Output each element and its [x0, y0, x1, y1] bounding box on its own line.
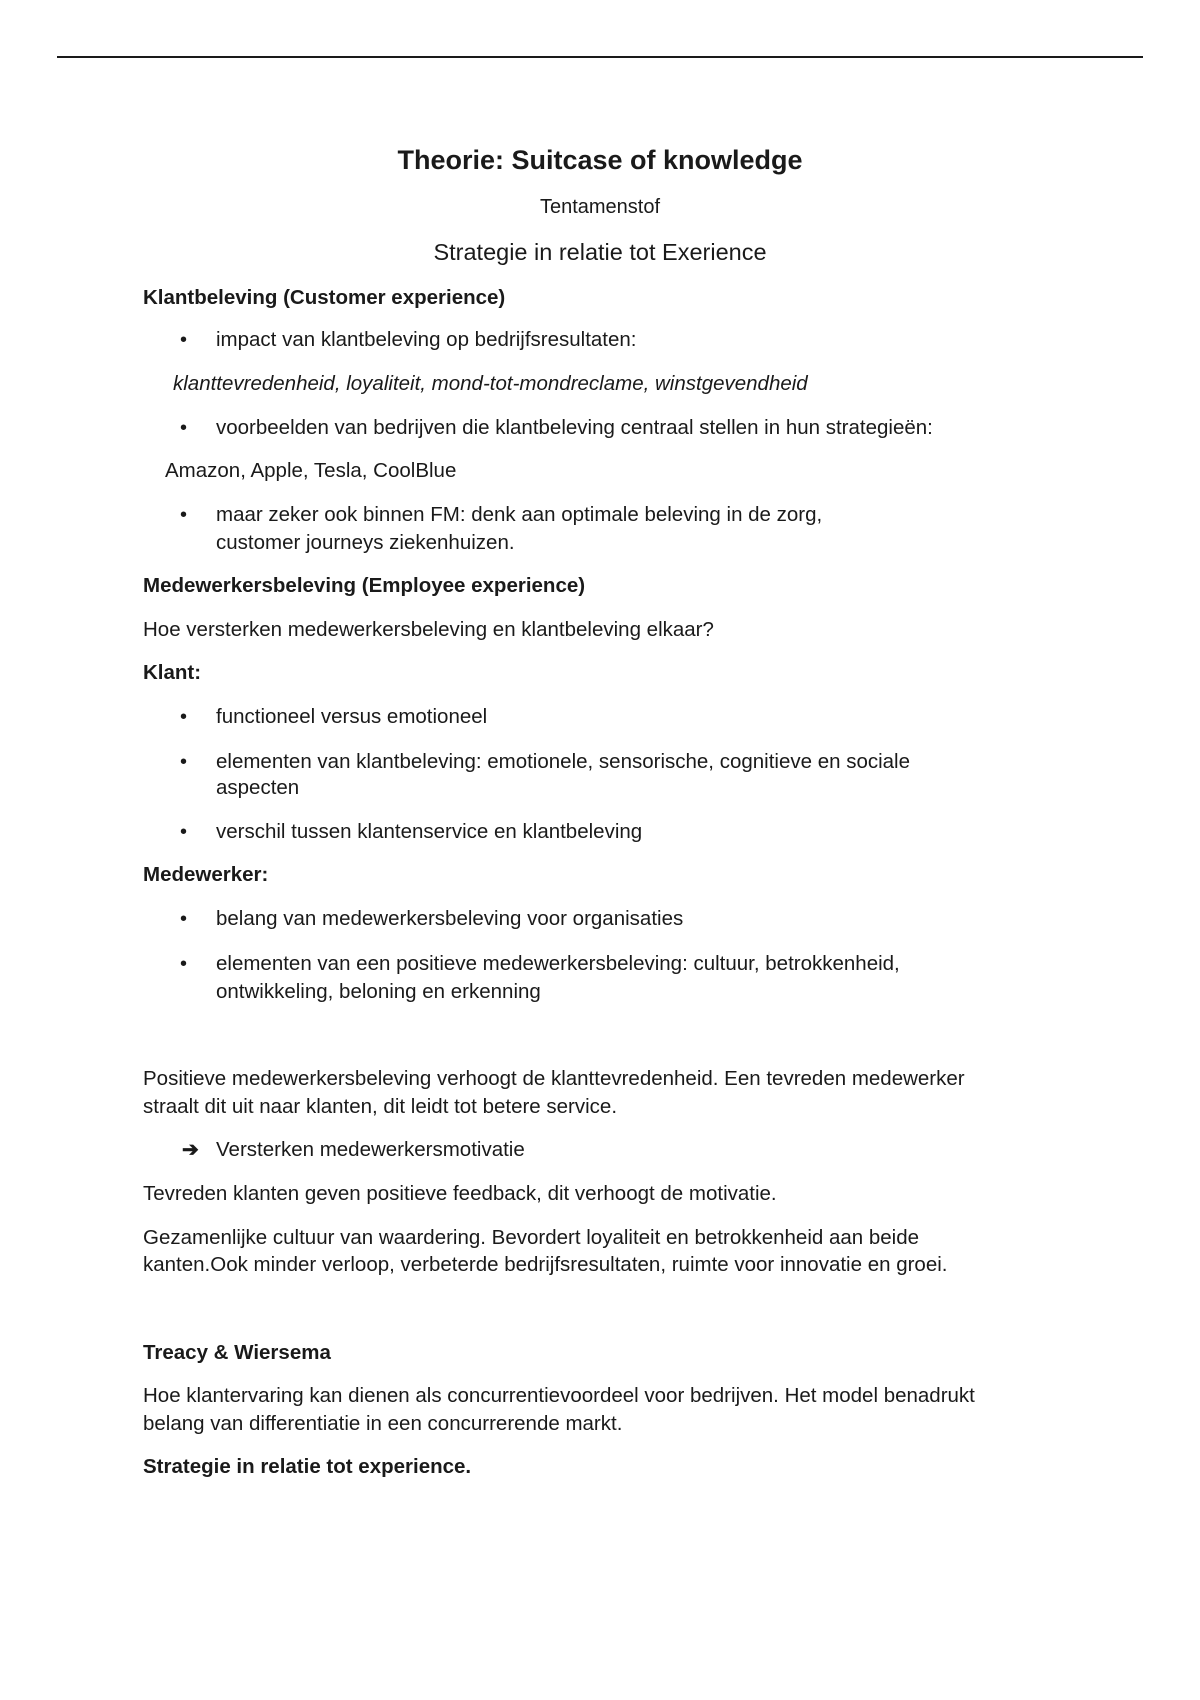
list-item-elementen-klant-line2: aspecten [216, 776, 300, 799]
list-item-voorbeelden: voorbeelden van bedrijven die klantbeleving centraal stellen in hun strategieën: [216, 416, 933, 439]
arrow-item-motivatie: Versterken medewerkersmotivatie [216, 1138, 525, 1161]
bullet-icon: • [180, 504, 188, 526]
bullet-icon: • [180, 908, 188, 930]
list-item-fm-line1: maar zeker ook binnen FM: denk aan optimale beleving in de zorg, [216, 503, 823, 526]
section-heading-medewerkersbeleving: Medewerkersbeleving (Employee experience) [143, 574, 586, 597]
voorbeelden-detail: Amazon, Apple, Tesla, CoolBlue [165, 459, 457, 482]
section-heading-treacy: Treacy & Wiersema [143, 1341, 331, 1364]
page-title: Theorie: Suitcase of knowledge [397, 145, 803, 175]
paragraph-gezamenlijke-line2: kanten.Ook minder verloop, verbeterde bedrijfsresultaten, ruimte voor innovatie en groei. [143, 1253, 948, 1276]
arrow-right-icon: ➔ [182, 1139, 199, 1161]
section-heading-klantbeleving: Klantbeleving (Customer experience) [143, 286, 506, 309]
list-item-impact: impact van klantbeleving op bedrijfsresultaten: [216, 328, 637, 351]
paragraph-tevreden: Tevreden klanten geven positieve feedback, dit verhoogt de motivatie. [143, 1182, 777, 1205]
paragraph-treacy-line2: belang van differentiatie in een concurrerende markt. [143, 1412, 623, 1435]
list-item-fm-line2: customer journeys ziekenhuizen. [216, 531, 515, 554]
paragraph-positieve-line1: Positieve medewerkersbeleving verhoogt de klanttevredenheid. Een tevreden medewerker [143, 1067, 965, 1090]
section-heading-strategie: Strategie in relatie tot experience. [143, 1455, 472, 1478]
page-subtitle-secondary: Strategie in relatie tot Exerience [433, 239, 767, 265]
subheading-klant: Klant: [143, 661, 202, 684]
bullet-icon: • [180, 329, 188, 351]
paragraph-positieve-line2: straalt dit uit naar klanten, dit leidt tot betere service. [143, 1095, 618, 1118]
paragraph-treacy-line1: Hoe klantervaring kan dienen als concurrentievoordeel voor bedrijven. Het model benadrukt [143, 1384, 975, 1407]
bullet-icon: • [180, 821, 188, 843]
bullet-icon: • [180, 417, 188, 439]
list-item-elementen-klant-line1: elementen van klantbeleving: emotionele, sensorische, cognitieve en sociale [216, 750, 911, 773]
subheading-medewerker: Medewerker: [143, 863, 269, 886]
page-subtitle: Tentamenstof [539, 196, 661, 218]
list-item-verschil: verschil tussen klantenservice en klantbeleving [216, 820, 643, 843]
list-item-functioneel: functioneel versus emotioneel [216, 705, 488, 728]
list-item-elementen-mw-line2: ontwikkeling, beloning en erkenning [216, 980, 541, 1003]
question-text: Hoe versterken medewerkersbeleving en klantbeleving elkaar? [143, 618, 714, 641]
list-item-belang: belang van medewerkersbeleving voor organisaties [216, 907, 684, 930]
list-item-elementen-mw-line1: elementen van een positieve medewerkersbeleving: cultuur, betrokkenheid, [216, 952, 900, 975]
bullet-icon: • [180, 953, 188, 975]
bullet-icon: • [180, 706, 188, 728]
paragraph-gezamenlijke-line1: Gezamenlijke cultuur van waardering. Bevordert loyaliteit en betrokkenheid aan beide [143, 1226, 920, 1249]
bullet-icon: • [180, 751, 188, 773]
impact-detail: klanttevredenheid, loyaliteit, mond-tot-mondreclame, winstgevendheid [173, 372, 808, 395]
